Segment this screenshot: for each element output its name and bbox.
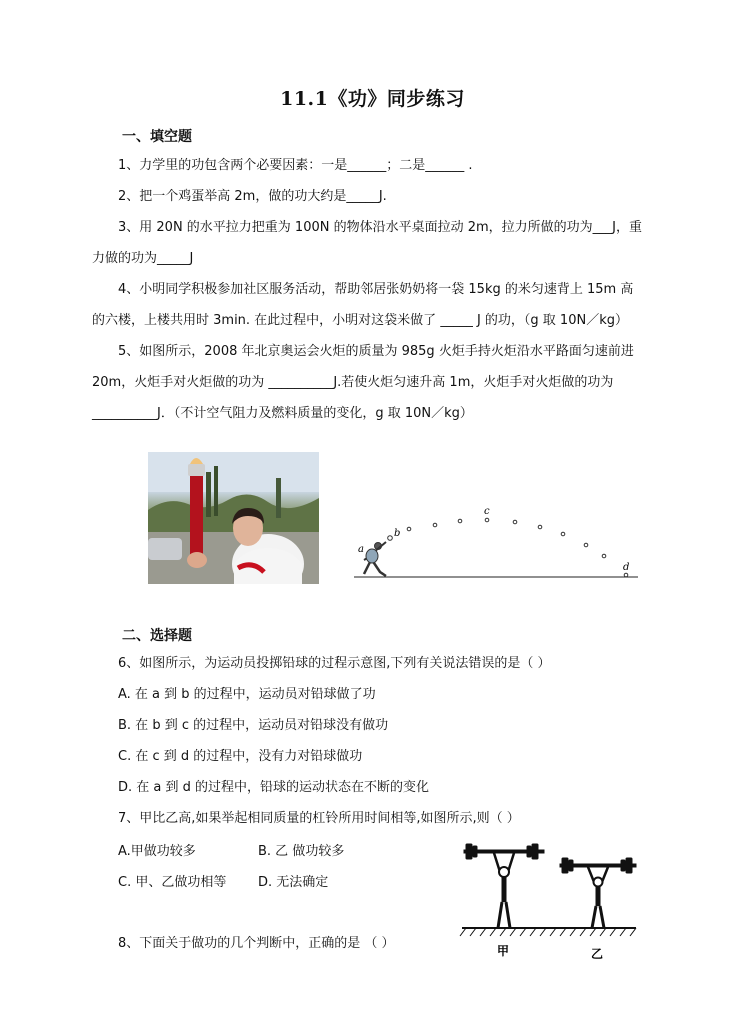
- lifter-jia: [464, 844, 544, 928]
- question-6-option-b: B. 在 b 到 c 的过程中，运动员对铅球没有做功: [118, 718, 389, 733]
- question-5-line-3: __________J．（不计空气阻力及燃料质量的变化，g 取 10N／kg）: [92, 406, 473, 421]
- trajectory-dot: [513, 520, 517, 524]
- question-7-option-a: A.甲做功较多: [118, 844, 196, 859]
- question-7-option-d: D. 无法确定: [258, 875, 329, 890]
- question-5-line-2: 20m，火炬手对火炬做的功为 __________J.若使火炬匀速升高 1m，火炬手对火炬做的功为: [92, 375, 614, 390]
- trajectory-dot: [407, 527, 411, 531]
- question-4-line-1: 4、小明同学积极参加社区服务活动，帮助邻居张奶奶将一袋 15kg 的米匀速背上 15m 高: [118, 282, 634, 297]
- trajectory-dot: [602, 554, 606, 558]
- question-5-line-1: 5、如图所示，2008 年北京奥运会火炬的质量为 985g 火炬手持火炬沿水平路面匀速前进: [118, 344, 634, 359]
- label-yi: 乙: [591, 947, 604, 961]
- question-1: 1、力学里的功包含两个必要因素：一是______；二是______ .: [118, 158, 473, 173]
- question-6-option-a: A. 在 a 到 b 的过程中，运动员对铅球做了功: [118, 687, 376, 702]
- question-7-option-b: B. 乙 做功较多: [258, 844, 345, 859]
- shot-put-trajectory-diagram: [350, 500, 650, 590]
- question-3-line-2: 力做的功为_____J: [92, 251, 194, 266]
- shot-point-c: [485, 518, 489, 522]
- question-4-line-2: 的六楼，上楼共用时 3min. 在此过程中，小明对这袋米做了 _____ J 的功，（g 取 10N／kg）: [92, 313, 628, 328]
- athlete-figure: [364, 542, 386, 576]
- torch-bearer-photo: [148, 452, 319, 584]
- section-multiple-choice: 二、选择题: [122, 628, 192, 644]
- question-7-option-c: C. 甲、乙做功相等: [118, 875, 227, 890]
- question-6-option-c: C. 在 c 到 d 的过程中，没有力对铅球做功: [118, 749, 363, 764]
- question-8: 8、下面关于做功的几个判断中，正确的是 （ ）: [118, 936, 395, 951]
- section-fill-in-blank: 一、填空题: [122, 129, 192, 145]
- label-jia: 甲: [497, 944, 510, 958]
- trajectory-dot: [458, 519, 462, 523]
- ground-hatching: [460, 928, 636, 936]
- question-3-line-1: 3、用 20N 的水平拉力把重为 100N 的物体沿水平桌面拉动 2m，拉力所做的功为___J，重: [118, 220, 643, 235]
- question-6: 6、如图所示，为运动员投掷铅球的过程示意图,下列有关说法错误的是（ ）: [118, 656, 551, 671]
- label-c: c: [484, 506, 490, 517]
- label-a: a: [358, 544, 364, 555]
- trajectory-dot: [584, 543, 588, 547]
- shot-point-d: [624, 573, 628, 577]
- trajectory-dot: [538, 525, 542, 529]
- question-6-option-d: D. 在 a 到 d 的过程中，铅球的运动状态在不断的变化: [118, 780, 430, 795]
- question-2: 2、把一个鸡蛋举高 2m，做的功大约是_____J.: [118, 189, 387, 204]
- label-b: b: [394, 528, 401, 539]
- question-7: 7、甲比乙高,如果举起相同质量的杠铃所用时间相等,如图所示,则（ ）: [118, 811, 520, 826]
- weightlifting-diagram: [460, 842, 640, 962]
- torch-bearer-illustration: [148, 452, 319, 584]
- label-d: d: [623, 562, 630, 573]
- trajectory-dot: [433, 523, 437, 527]
- trajectory-dot: [561, 532, 565, 536]
- shot-point-b: [388, 536, 393, 541]
- lifter-yi: [560, 858, 636, 928]
- page-title: 11.1《功》同步练习: [280, 88, 465, 110]
